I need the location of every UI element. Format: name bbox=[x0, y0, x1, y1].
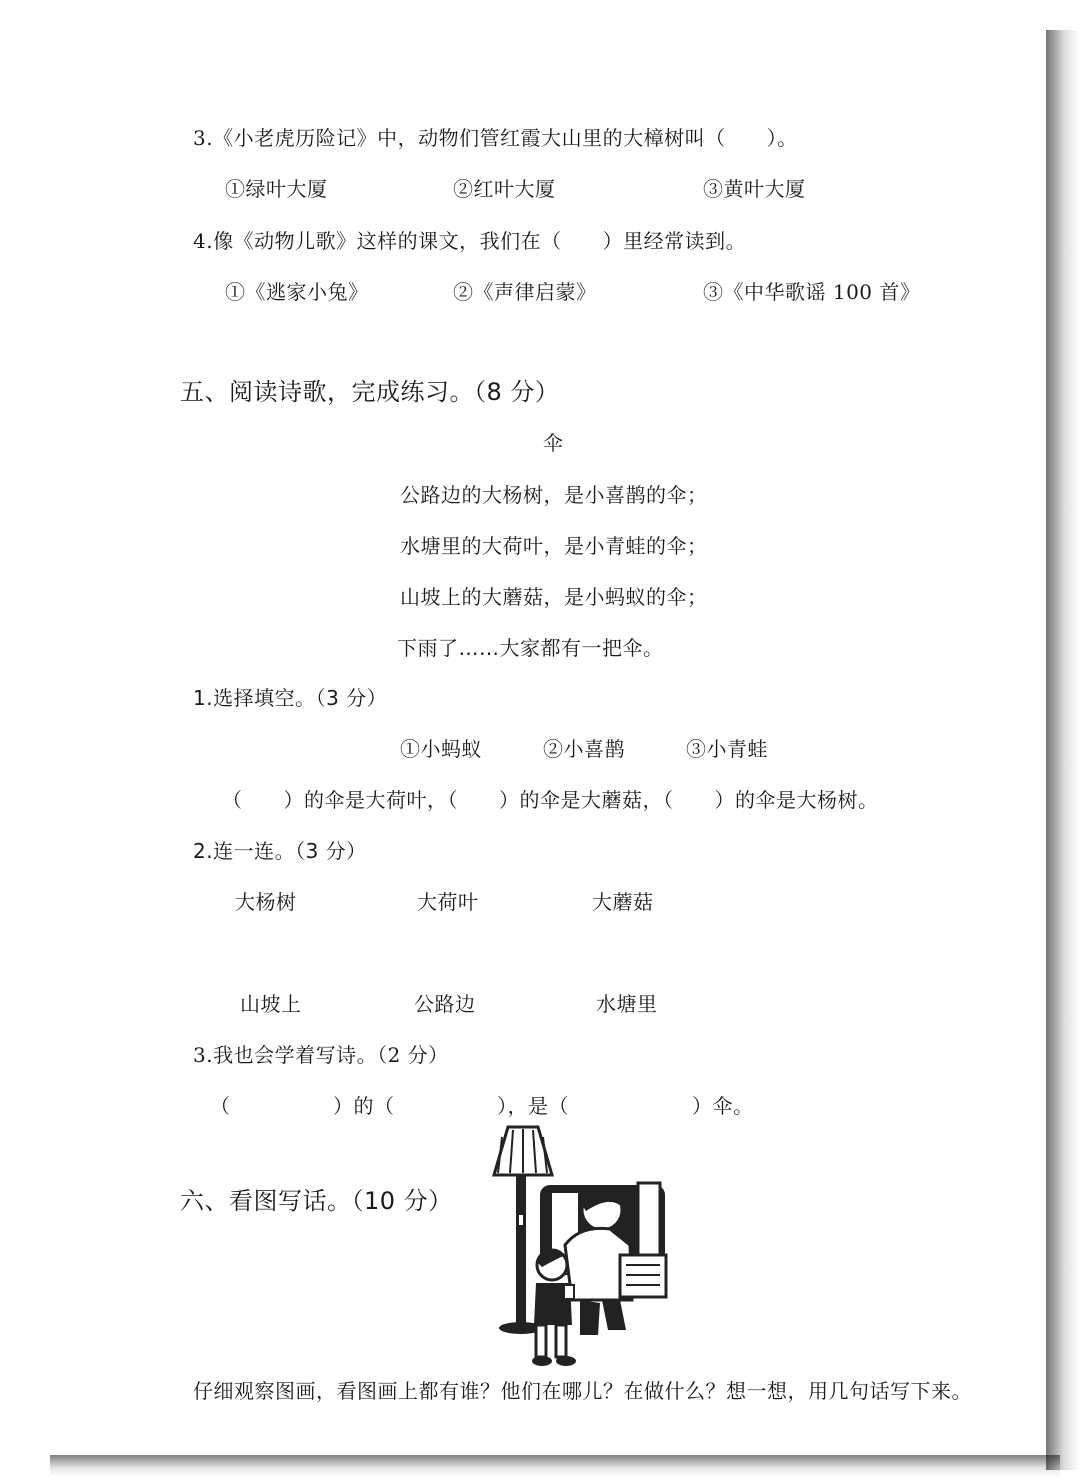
q4-4-option-3: ③《中华歌谣 100 首》 bbox=[703, 280, 921, 304]
question-4-4: 4.像《动物儿歌》这样的课文，我们在（ ）里经常读到。 bbox=[193, 229, 747, 253]
q4-3-option-3: ③黄叶大厦 bbox=[703, 177, 806, 201]
q5-1-fill-blanks: （ ）的伞是大荷叶，（ ）的伞是大蘑菇，（ ）的伞是大杨树。 bbox=[222, 788, 879, 812]
match-top-3: 大蘑菇 bbox=[592, 890, 654, 914]
q4-4-option-1: ①《逃家小兔》 bbox=[225, 280, 369, 304]
section-6-heading: 六、看图写话。（10 分） bbox=[180, 1187, 453, 1215]
poem-line-2: 水塘里的大荷叶，是小青蛙的伞； bbox=[400, 534, 708, 558]
q4-3-option-2: ②红叶大厦 bbox=[453, 177, 556, 201]
poem-line-4: 下雨了……大家都有一把伞。 bbox=[397, 636, 664, 660]
match-top-2: 大荷叶 bbox=[417, 890, 479, 914]
match-bottom-2: 公路边 bbox=[414, 992, 476, 1016]
match-top-1: 大杨树 bbox=[235, 890, 297, 914]
q5-1-option-1: ①小蚂蚁 bbox=[400, 737, 482, 761]
match-bottom-1: 山坡上 bbox=[240, 992, 302, 1016]
poem-title: 伞 bbox=[543, 431, 564, 455]
match-bottom-3: 水塘里 bbox=[596, 992, 658, 1016]
section-6-prompt: 仔细观察图画，看图画上都有谁？他们在哪儿？在做什么？想一想，用几句话写下来。 bbox=[193, 1379, 972, 1403]
q4-3-option-1: ①绿叶大厦 bbox=[225, 177, 328, 201]
poem-line-3: 山坡上的大蘑菇，是小蚂蚁的伞； bbox=[400, 585, 708, 609]
q4-4-option-2: ②《声律启蒙》 bbox=[453, 280, 597, 304]
question-5-2: 2.连一连。（3 分） bbox=[193, 839, 367, 863]
q5-1-option-2: ②小喜鹊 bbox=[543, 737, 625, 761]
page-shadow-right bbox=[1046, 30, 1080, 1470]
question-5-3: 3.我也会学着写诗。（2 分） bbox=[193, 1043, 449, 1067]
poem-line-1: 公路边的大杨树，是小喜鹊的伞； bbox=[400, 483, 708, 507]
page-shadow-bottom bbox=[50, 1455, 1060, 1477]
q5-3-poem-blank: （ ）的（ ），是（ ）伞。 bbox=[210, 1094, 754, 1118]
q5-1-option-3: ③小青蛙 bbox=[686, 737, 768, 761]
section-5-heading: 五、阅读诗歌，完成练习。（8 分） bbox=[180, 378, 560, 406]
reading-family-illustration-icon bbox=[480, 1125, 680, 1370]
question-4-3: 3.《小老虎历险记》中，动物们管红霞大山里的大樟树叫（ ）。 bbox=[193, 126, 798, 150]
question-5-1: 1.选择填空。（3 分） bbox=[193, 686, 388, 710]
